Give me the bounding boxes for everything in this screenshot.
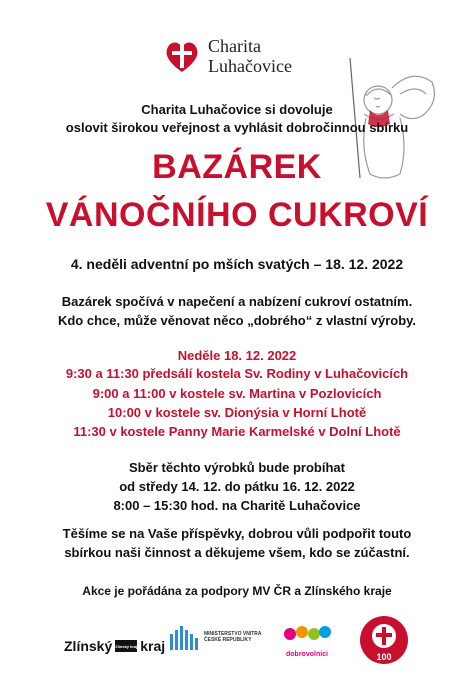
thanks-line1: Těšíme se na Vaše příspěvky, dobrou vůli podpořit touto	[62, 526, 412, 541]
charita-100-badge-icon	[358, 614, 410, 666]
badge-number: 100	[376, 652, 392, 662]
description-line2: Kdo chce, může věnovat něco „dobrého“ z vlastní výroby.	[57, 313, 417, 328]
mvcr-logo	[170, 624, 262, 650]
schedule-item: 9:30 a 11:30 předsálí kostela Sv. Rodiny v Luhačovicích	[65, 366, 409, 381]
logo-line1: Charita	[208, 36, 261, 56]
description-line1: Bazárek spočívá v napečení a nabízení cukroví ostatním.	[61, 294, 413, 309]
sponsor-note: Akce je pořádána za podpory MV ČR a Zlínského kraje	[82, 584, 392, 598]
dobrovolnici-text: dobrovolnici	[286, 651, 328, 658]
collection-line2: od středy 14. 12. do pátku 16. 12. 2022	[119, 479, 355, 494]
thanks-line2: sbírkou naši činnost a děkujeme všem, kdo se zúčastní.	[64, 545, 410, 560]
logo-line2: Luhačovice	[208, 56, 292, 76]
title-line1: BAZÁREK	[152, 148, 322, 186]
intro-line1: Charita Luhačovice si dovoluje	[141, 102, 333, 117]
event-date: 4. neděli adventní po mších svatých – 18. 12. 2022	[70, 256, 404, 272]
schedule-heading: Neděle 18. 12. 2022	[177, 348, 297, 363]
mvcr-line2: ČESKÉ REPUBLIKY	[204, 637, 252, 643]
collection-line1: Sběr těchto výrobků bude probíhat	[129, 460, 345, 475]
zlin-left-text: Zlínský	[64, 638, 113, 654]
dobrovolnici-logo	[276, 624, 338, 658]
title-line2: VÁNOČNÍHO CUKROVÍ	[45, 196, 429, 234]
zlin-right-text: kraj	[140, 638, 166, 654]
mvcr-bars-icon	[170, 624, 200, 650]
schedule-item: 9:00 a 11:00 v kostele sv. Martina v Pozlovicích	[92, 386, 382, 401]
schedule-item: 11:30 v kostele Panny Marie Karmelské v Dolní Lhotě	[73, 424, 401, 439]
zlin-box: Zlínský kraj	[115, 640, 137, 652]
collection-line3: 8:00 – 15:30 hod. na Charitě Luhačovice	[113, 498, 361, 513]
charita-logo	[162, 36, 292, 76]
hands-icon	[282, 624, 332, 646]
mvcr-line1: MINISTERSTVO VNITRA	[204, 631, 262, 637]
charita-heart-cross-icon	[162, 36, 202, 76]
zlin-region-logo	[64, 638, 165, 654]
schedule-item: 10:00 v kostele sv. Dionýsia v Horní Lhotě	[107, 405, 367, 420]
footer-logos	[0, 610, 474, 668]
intro-line2: oslovit širokou veřejnost a vyhlásit dobročinnou sbírku	[65, 120, 409, 135]
